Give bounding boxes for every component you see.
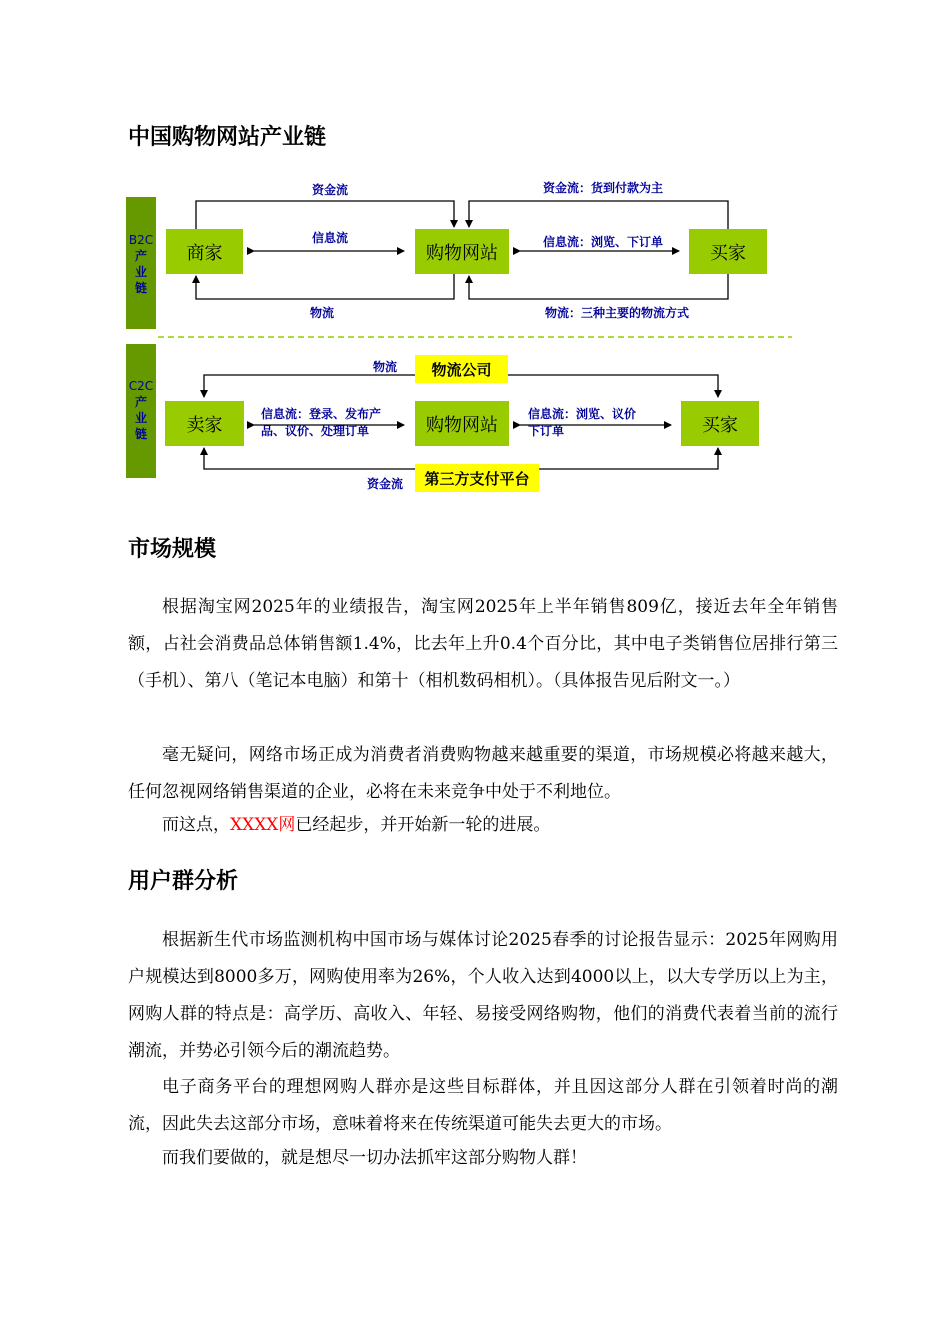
market-paragraph-3: [128, 807, 838, 844]
market-p3-before: 而这点，: [162, 815, 230, 835]
b2c-site-label: 购物网站: [426, 243, 498, 264]
section-title-user-analysis: 用户群分析: [128, 869, 239, 894]
users-paragraph-1: 根据新生代市场监测机构中国市场与媒体讨论2025春季的讨论报告显示：2025年网购用户规模达到8000多万，网购使用率为26%，个人收入达到4000以上，以大专学历以上为主，网购人群的特点是：高学历、高收入、年轻、易接受网络购物，他们的消费代表着当前的流行潮流，并势必引领今后的潮流趋势。: [128, 930, 838, 1061]
b2c-logistics-arrow-right: [469, 274, 728, 299]
users-paragraph-3: 而我们要做的，就是想尽一切办法抓牢这部分购物人群！: [162, 1148, 587, 1168]
b2c-band-char: 产: [134, 249, 148, 263]
c2c-fund-arrow-left: [204, 448, 415, 469]
c2c-site-label: 购物网站: [426, 415, 498, 436]
b2c-logistics-left-label: 物流: [309, 306, 335, 320]
c2c-info-right-label-1: 信息流：浏览、议价: [528, 407, 637, 421]
b2c-info-left-label: 信息流: [311, 231, 349, 245]
c2c-band-char: 业: [134, 411, 148, 425]
b2c-band-char: 业: [134, 265, 148, 279]
users-paragraph-2: 电子商务平台的理想网购人群亦是这些目标群体，并且因这部分人群在引领着时尚的潮流，因此失去这部分市场，意味着将来在传统渠道可能失去更大的市场。: [128, 1077, 838, 1134]
b2c-fund-arrow-left: [196, 201, 454, 229]
b2c-logistics-arrow-left: [196, 274, 454, 299]
company-name-highlight: XXXX网: [230, 815, 296, 835]
b2c-buyer-label: 买家: [710, 243, 746, 264]
b2c-fund-arrow-right: [469, 201, 728, 229]
c2c-fund-label: 资金流: [366, 477, 404, 491]
industry-chain-diagram: [0, 0, 950, 520]
section-title-market-size: 市场规模: [128, 537, 217, 562]
c2c-logistics-arrow-right: [508, 375, 718, 397]
seller-label: 卖家: [186, 415, 223, 436]
payment-platform-label: 第三方支付平台: [424, 470, 530, 488]
merchant-label: 商家: [186, 243, 223, 264]
b2c-fund-right-label: 资金流：货到付款为主: [542, 181, 664, 195]
c2c-fund-arrow-right: [539, 448, 718, 469]
c2c-band-char: 产: [134, 395, 148, 409]
c2c-info-left-label-2: 品、议价、处理订单: [261, 424, 370, 438]
c2c-band-label: C2C: [128, 379, 154, 393]
c2c-buyer-label: 买家: [702, 415, 738, 436]
b2c-logistics-right-label: 物流：三种主要的物流方式: [544, 306, 690, 320]
c2c-band-char: 链: [134, 427, 148, 441]
market-paragraph-2: 毫无疑问，网络市场正成为消费者消费购物越来越重要的渠道，市场规模必将越来越大，任何忽视网络销售渠道的企业，必将在未来竞争中处于不利地位。: [128, 745, 838, 802]
c2c-info-left-label-1: 信息流：登录、发布产: [261, 407, 382, 421]
b2c-info-right-label: 信息流：浏览、下订单: [542, 235, 664, 249]
c2c-logistics-label: 物流: [372, 360, 398, 374]
b2c-band-char: 链: [134, 281, 148, 295]
logistics-company-label: 物流公司: [431, 361, 492, 379]
market-p3-after: 已经起步，并开始新一轮的进展。: [295, 815, 551, 835]
c2c-info-right-label-2: 下订单: [528, 424, 565, 438]
market-paragraph-1: 根据淘宝网2025年的业绩报告，淘宝网2025年上半年销售809亿，接近去年全年销售额，占社会消费品总体销售额1.4%，比去年上升0.4个百分比，其中电子类销售位居排行第三（手机）、第八（笔记本电脑）和第十（相机数码相机）。（具体报告见后附文一。）: [128, 597, 838, 691]
b2c-fund-left-label: 资金流: [311, 183, 349, 197]
section-title-industry-chain: 中国购物网站产业链: [128, 125, 327, 150]
b2c-band-label: B2C: [128, 233, 154, 247]
c2c-logistics-arrow-left: [204, 375, 415, 397]
b2c-band: [126, 197, 156, 329]
